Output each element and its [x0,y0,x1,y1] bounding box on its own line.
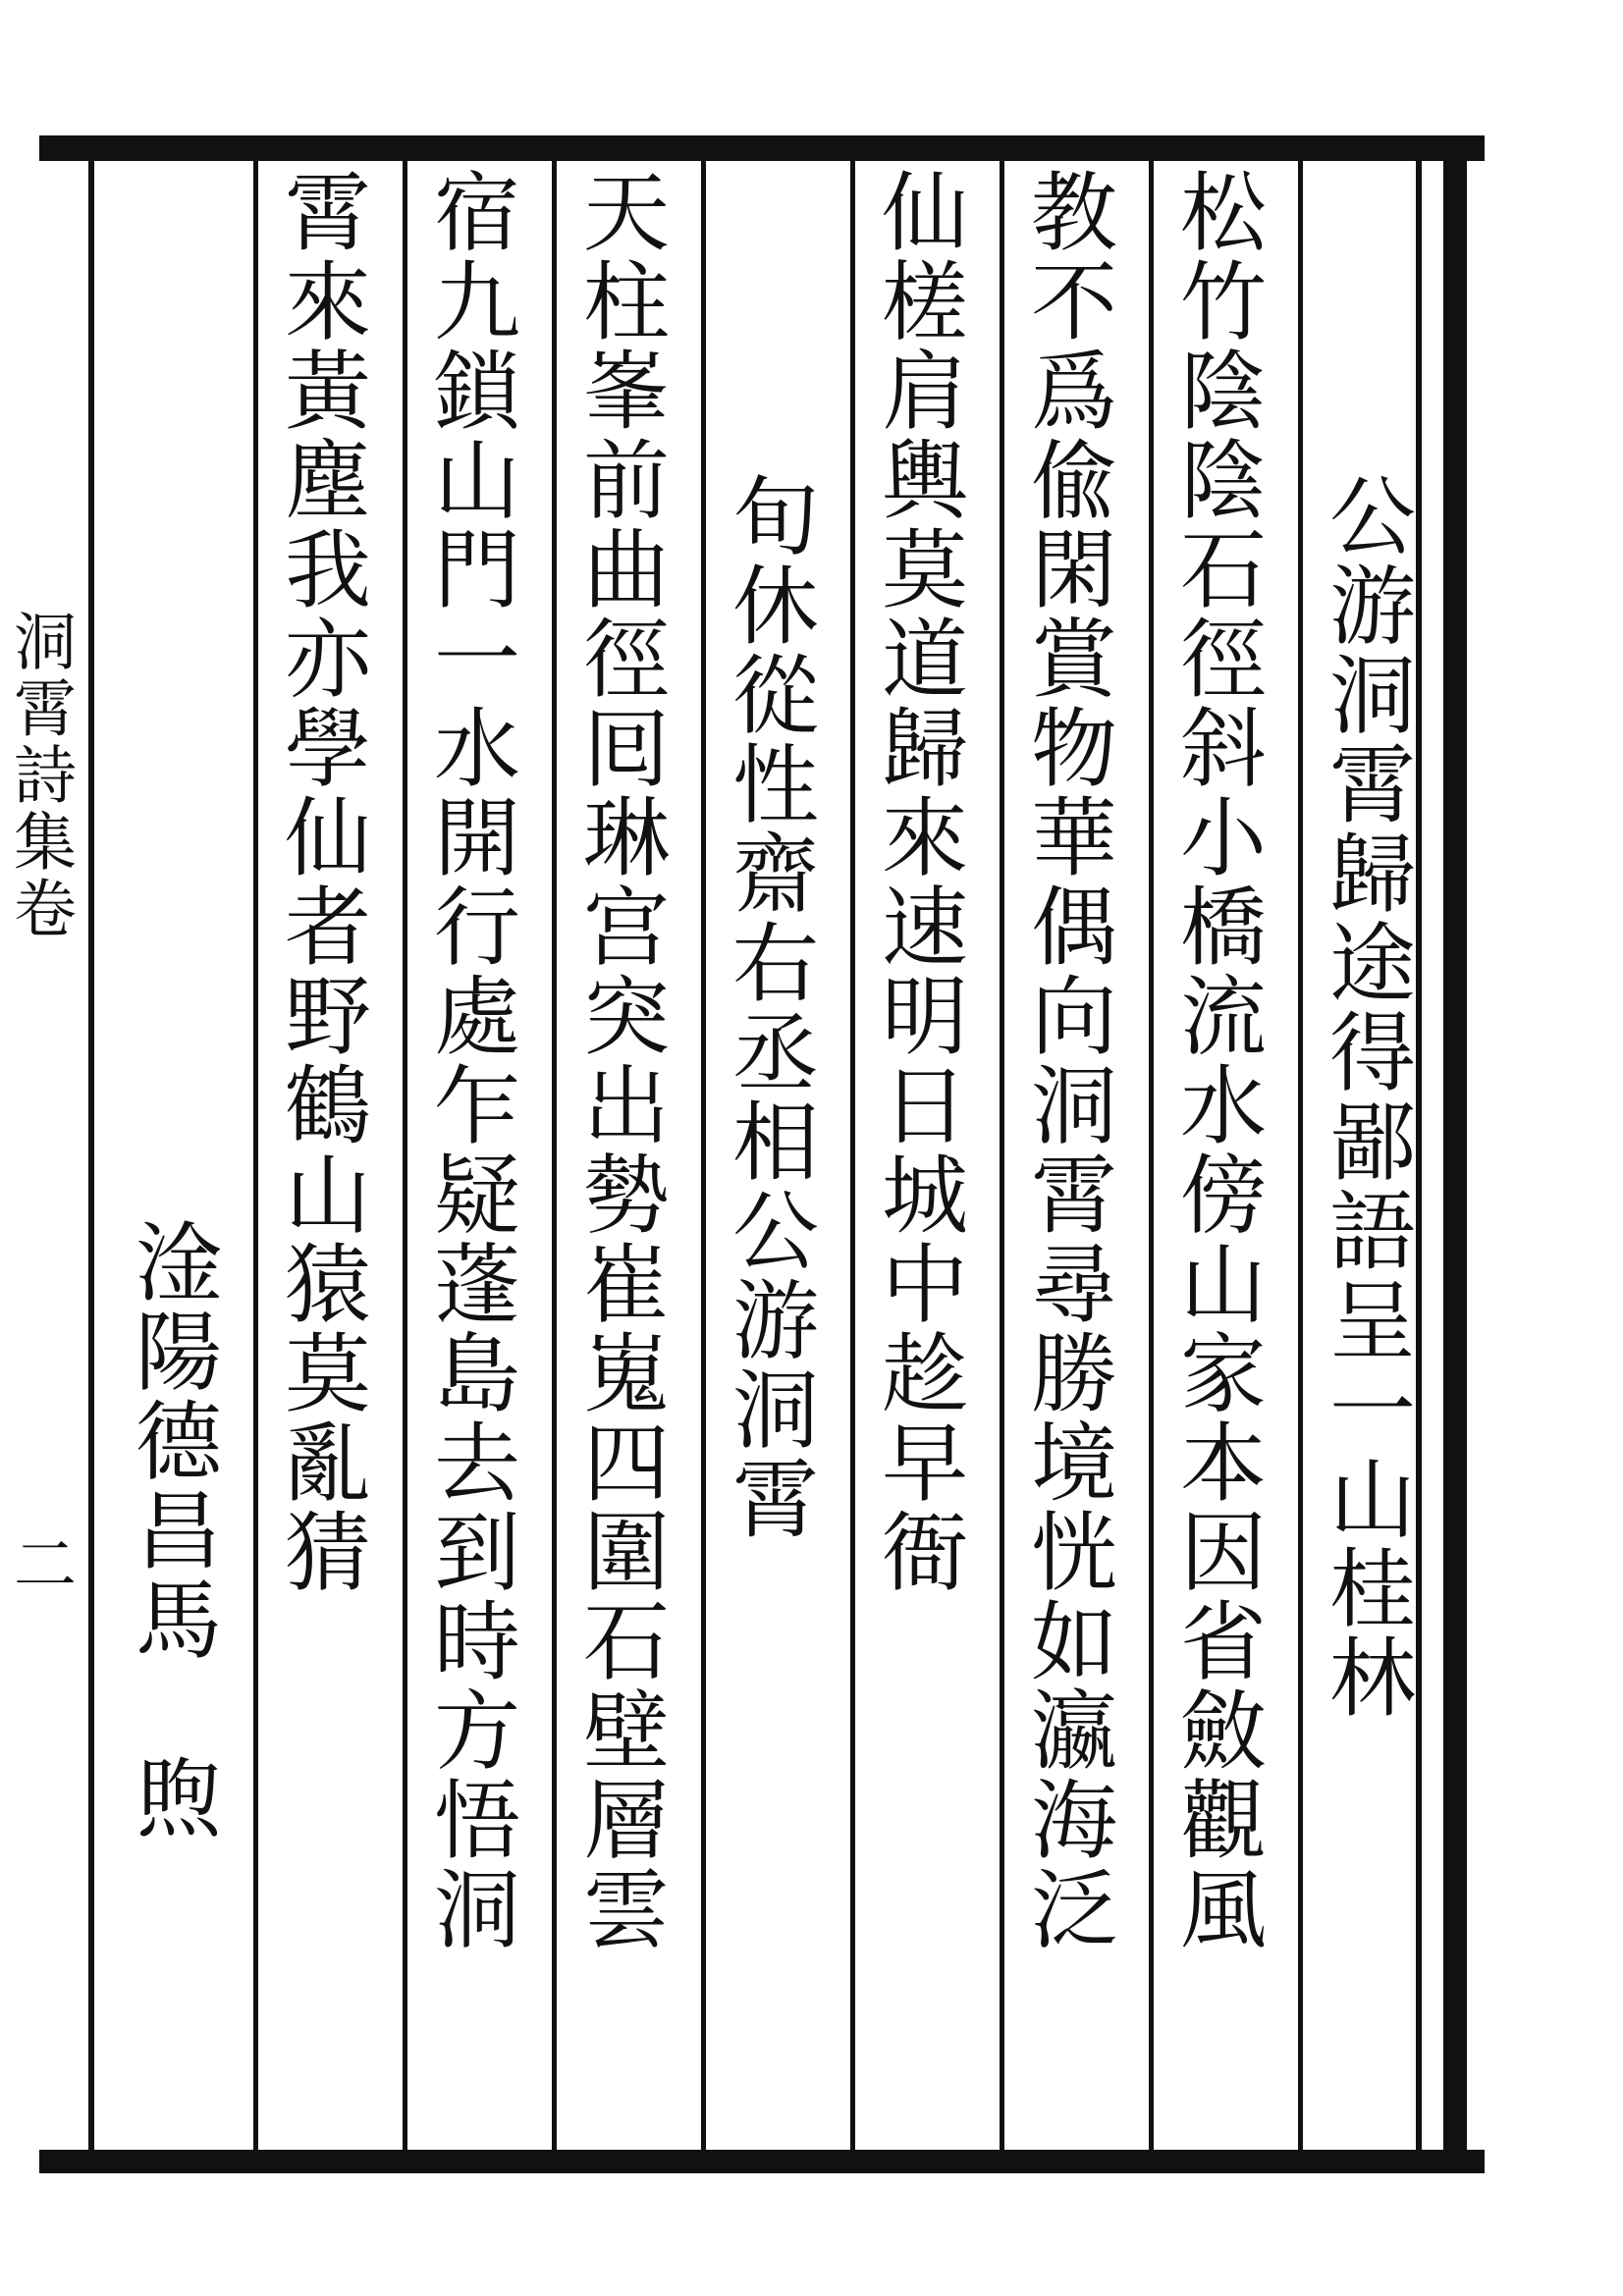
poem-2-line-3: 霄來黃塵我亦學仙者野鶴山猿莫亂猜 [271,167,372,1596]
frame-bottom-rule [39,2150,1485,2173]
frame-right-border [1443,135,1467,2173]
poem-2-line-2: 宿九鎖山門一水開行處乍疑蓬島去到時方悟洞 [420,167,521,1953]
frame-left-border [88,161,94,2150]
poem-1-line-2: 教不爲偸閑賞物華偶向洞霄尋勝境恍如瀛海泛 [1017,167,1118,1953]
poem-title-2: 旬休從性齋右丞相公游洞霄 [719,471,820,1543]
poem-1-line-1: 松竹陰陰石徑斜小橋流水傍山家本因省斂觀風 [1166,167,1268,1953]
poem-2-line-1: 天柱峯前曲徑囘琳宫突出勢崔嵬四圍石壁層雲 [569,167,671,1953]
frame-top-rule [39,135,1485,161]
fore-edge-page-number: 二 [3,1531,76,1594]
author-signature: 淦陽德昌馬 煦 [122,1217,223,1842]
poem-title-1: 公游洞霄歸途得鄙語呈一山桂林 [1316,471,1417,1722]
poem-1-line-3: 仙槎肩輿莫道歸來速明日城中趁早衙 [868,167,969,1596]
fore-edge-title: 洞霄詩集卷 [3,609,76,942]
